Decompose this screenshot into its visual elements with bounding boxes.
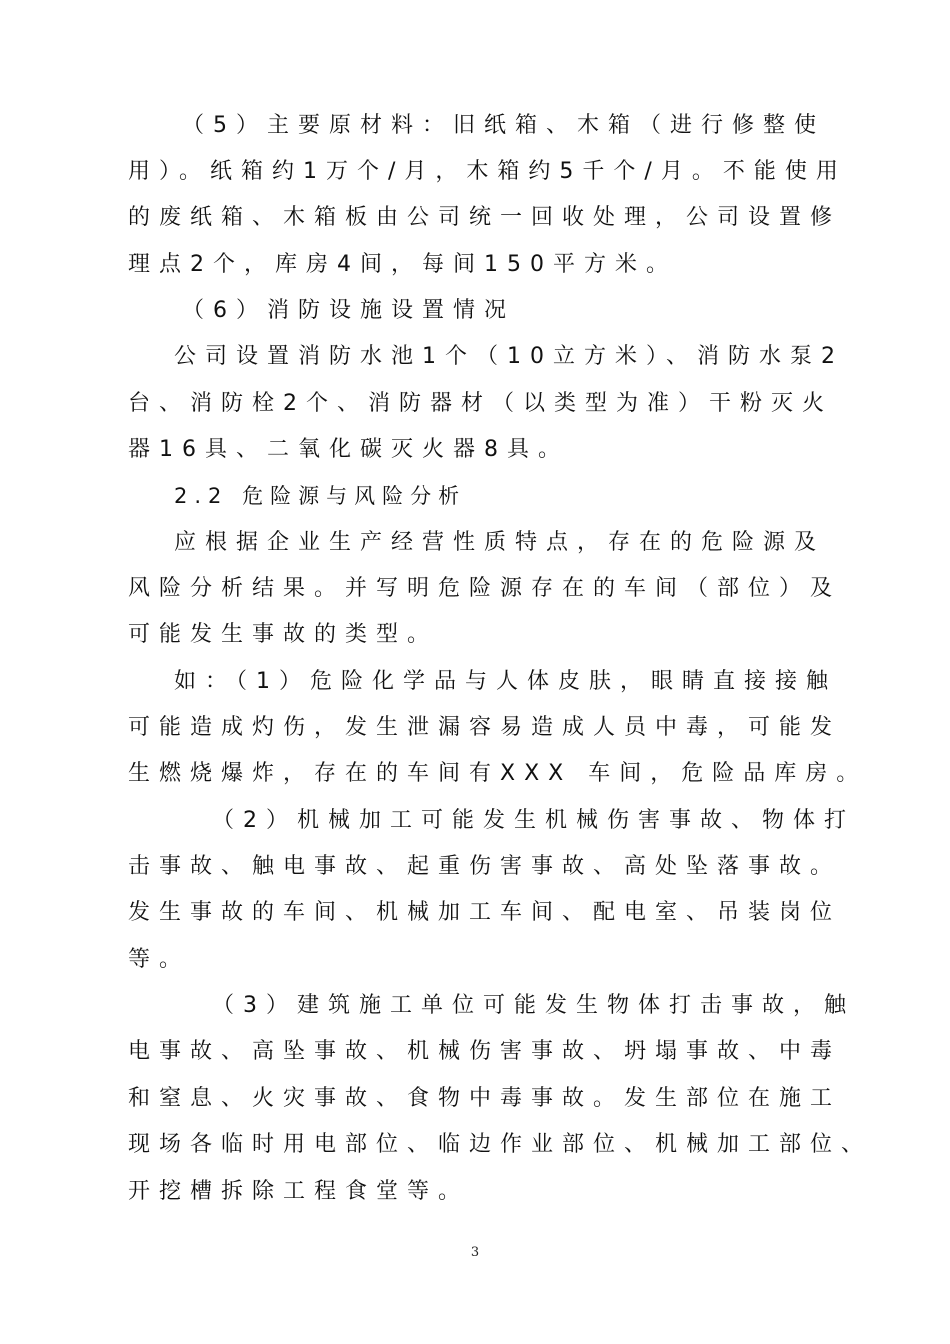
paragraph-line: 电事故、高坠事故、机械伤害事故、坍塌事故、中毒 bbox=[128, 1039, 842, 1064]
paragraph-line: 如：（1）危险化学品与人体皮肤，眼睛直接接触 bbox=[174, 669, 837, 694]
paragraph-line: 等。 bbox=[128, 947, 191, 972]
paragraph-line: （3）建筑施工单位可能发生物体打击事故，触 bbox=[212, 993, 855, 1018]
paragraph-line: 击事故、触电事故、起重伤害事故、高处坠落事故。 bbox=[128, 854, 842, 879]
paragraph-line: 生燃烧爆炸，存在的车间有XXX 车间，危险品库房。 bbox=[128, 761, 868, 786]
paragraph-line: 和窒息、火灾事故、食物中毒事故。发生部位在施工 bbox=[128, 1086, 842, 1111]
paragraph-line: 发生事故的车间、机械加工车间、配电室、吊装岗位 bbox=[128, 900, 842, 925]
paragraph-line: 公司设置消防水池1个（10立方米）、消防水泵2 bbox=[174, 344, 844, 369]
page-number: 3 bbox=[470, 1245, 480, 1260]
paragraph-line: 的废纸箱、木箱板由公司统一回收处理，公司设置修 bbox=[128, 205, 842, 230]
paragraph-line: 用）。纸箱约1万个/月，木箱约5千个/月。不能使用 bbox=[128, 159, 847, 184]
paragraph-line: 理点2个，库房4间，每间150平方米。 bbox=[128, 252, 677, 277]
paragraph-line: 开挖槽拆除工程食堂等。 bbox=[128, 1179, 470, 1204]
paragraph-line: 应根据企业生产经营性质特点，存在的危险源及 bbox=[174, 530, 826, 555]
paragraph-line: 可能造成灼伤，发生泄漏容易造成人员中毒，可能发 bbox=[128, 715, 842, 740]
paragraph-line: 器16具、二氧化碳灭火器8具。 bbox=[128, 437, 569, 462]
paragraph-line: 台、消防栓2个、消防器材（以类型为准）干粉灭火 bbox=[128, 391, 833, 416]
paragraph-line: 现场各临时用电部位、临边作业部位、机械加工部位、 bbox=[128, 1132, 873, 1157]
paragraph-line: （6）消防设施设置情况 bbox=[182, 298, 515, 323]
paragraph-line: （5）主要原材料：旧纸箱、木箱（进行修整使 bbox=[182, 113, 825, 138]
section-heading: 2.2 危险源与风险分析 bbox=[174, 484, 467, 508]
paragraph-line: 风险分析结果。并写明危险源存在的车间（部位）及 bbox=[128, 576, 842, 601]
paragraph-line: 可能发生事故的类型。 bbox=[128, 622, 439, 647]
paragraph-line: （2）机械加工可能发生机械伤害事故、物体打 bbox=[212, 808, 855, 833]
